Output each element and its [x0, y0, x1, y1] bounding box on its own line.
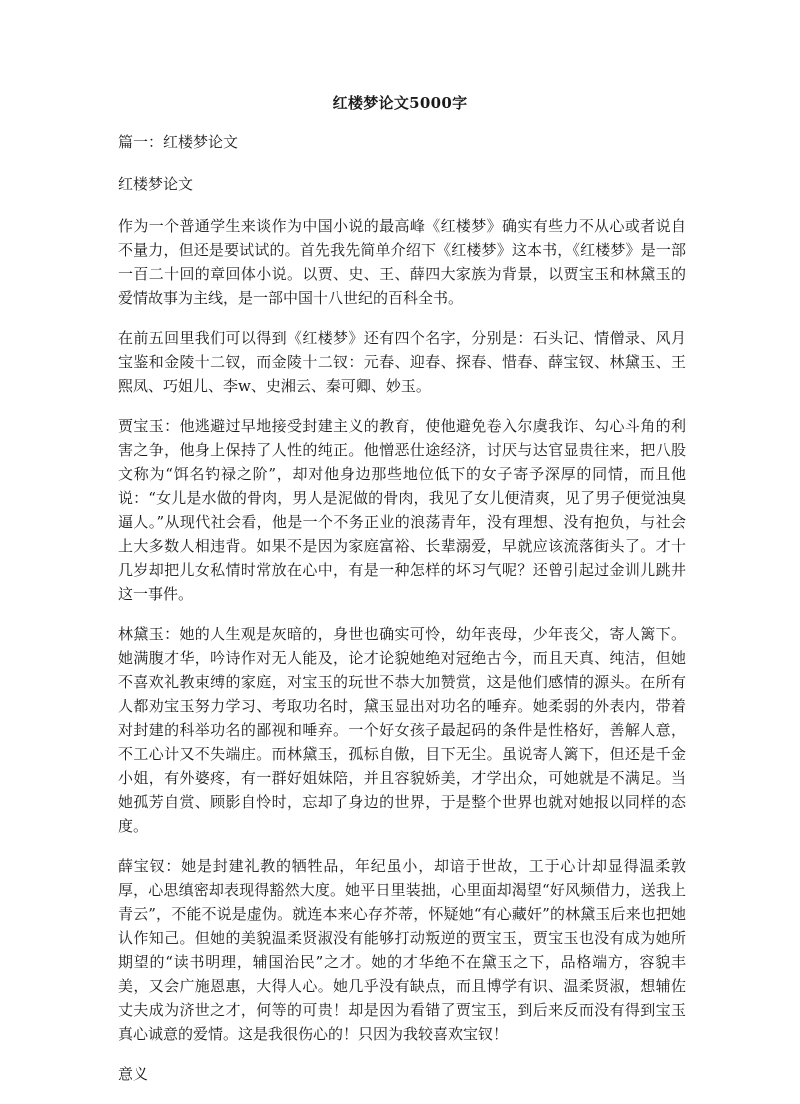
document-body — [118, 130, 686, 1104]
paragraph-names: 在前五回里我们可以得到《红楼梦》还有四个名字，分别是：石头记、情僧录、风月宝鉴和金陵十二钗，而金陵十二钗：元春、迎春、探春、惜春、薛宝钗、林黛玉、王熙凤、巧姐儿、李w、史湘云、秦可卿、妙玉。 — [118, 329, 686, 395]
paragraph-intro: 作为一个普通学生来谈作为中国小说的最高峰《红楼梦》确实有些力不从心或者说自不量力，但还是要试试的。首先我先简单介绍下《红楼梦》这本书，《红楼梦》是一部一百二十回的章回体小说。以贾、史、王、薛四大家族为背景，以贾宝玉和林黛玉的爱情故事为主线，是一部中国十八世纪的百科全书。 — [118, 217, 686, 307]
paragraph-jia-baoyu: 贾宝玉：他逃避过早地接受封建主义的教育，使他避免卷入尔虞我诈、勾心斗角的利害之争，他身上保持了人性的纯正。他憎恶仕途经济，讨厌与达官显贵往来，把八股文称为“饵名钓禄之阶”，却对他身边那些地位低下的女子寄予深厚的同情，而且他说：“女儿是水做的骨肉，男人是泥做的骨肉，我见了女儿便清爽，见了男子便觉浊臭逼人。”从现代社会看，他是一个不务正业的浪荡青年，没有理想、没有抱负，与社会上大多数人相违背。如果不是因为家庭富裕、长辈溺爱，早就应该流落街头了。才十几岁却把儿女私情时常放在心中，有是一种怎样的坏习气呢？还曾引起过金训儿跳井这一事件。 — [118, 417, 686, 603]
page-title: 红楼梦论文5000字 — [332, 94, 468, 112]
paragraph-xue-baochai: 薛宝钗：她是封建礼教的牺牲品，年纪虽小，却谙于世故，工于心计却显得温柔敦厚，心思缜密却表现得豁然大度。她平日里装拙，心里面却渴望“好风频借力，送我上青云”，不能不说是虚伪。就连本来心存芥蒂，怀疑她“有心藏奸”的林黛玉后来也把她认作知己。但她的美貌温柔贤淑没有能够打动叛逆的贾宝玉，贾宝玉也没有成为她所期望的“读书明理，辅国治民”之才。她的才华绝不在黛玉之下，品格端方，容貌丰美，又会广施恩惠，大得人心。她几乎没有缺点，而且博学有识、温柔贤淑，想辅佐丈夫成为济世之才，何等的可贵！却是因为看错了贾宝玉，到后来反而没有得到宝玉真心诚意的爱情。这是我很伤心的！只因为我较喜欢宝钗！ — [118, 857, 686, 1043]
section-heading: 篇一：红楼梦论文 — [118, 133, 239, 151]
section-heading-meaning: 意义 — [118, 1065, 149, 1083]
essay-subtitle: 红楼梦论文 — [118, 175, 194, 193]
paragraph-lin-daiyu: 林黛玉：她的人生观是灰暗的，身世也确实可怜，幼年丧母，少年丧父，寄人篱下。她满腹才华，吟诗作对无人能及，论才论貌她绝对冠绝古今，而且天真、纯洁，但她不喜欢礼教束缚的家庭，对宝玉的玩世不恭大加赞赏，这是他们感情的源头。在所有人都劝宝玉努力学习、考取功名时，黛玉显出对功名的唾弃。她柔弱的外表内，带着对封建的科举功名的鄙视和唾弃。一个好女孩子最起码的条件是性格好，善解人意，不工心计又不失端庄。而林黛玉，孤标自傲，目下无尘。虽说寄人篱下，但还是千金小姐，有外婆疼，有一群好姐妹陪，并且容貌娇美，才学出众，可她就是不满足。当她孤芳自赏、顾影自怜时，忘却了身边的世界，于是整个世界也就对她报以同样的态度。 — [118, 625, 686, 835]
